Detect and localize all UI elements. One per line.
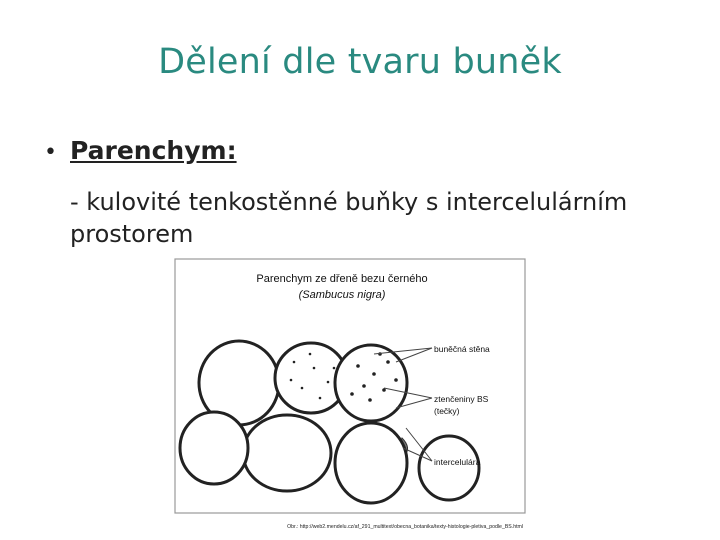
- cell-5: [335, 423, 407, 503]
- figure-title-line1: Parenchym ze dřeně bezu černého: [256, 273, 428, 285]
- cell-3: [335, 345, 407, 421]
- bullet-icon: •: [44, 140, 57, 165]
- cell-7: [419, 436, 479, 500]
- cell-4: [243, 415, 331, 491]
- cell-6: [180, 412, 248, 484]
- figure-title-line2: (Sambucus nigra): [298, 289, 386, 301]
- parenchyma-diagram: [174, 258, 526, 538]
- label-modified-cells-line2: (tečky): [434, 406, 460, 416]
- figure-source: Obr.: http://web2.mendelu.cz/af_291_multitext/obecna_botanika/texty-histologie-pletiva_podle_BS.html: [287, 524, 523, 530]
- bullet-label: Parenchym:: [70, 136, 237, 165]
- label-intercellular: intercelulára: [434, 457, 481, 467]
- description-text: - kulovité tenkostěnné buňky s intercelulárním prostorem: [70, 188, 628, 248]
- slide-title: Dělení dle tvaru buněk: [158, 42, 562, 82]
- parenchyma-figure: [174, 258, 526, 538]
- bullet-parenchym: [44, 136, 237, 165]
- label-modified-cells-line1: ztenčeniny BS: [434, 394, 489, 404]
- label-cell-wall: buněčná stěna: [434, 344, 490, 354]
